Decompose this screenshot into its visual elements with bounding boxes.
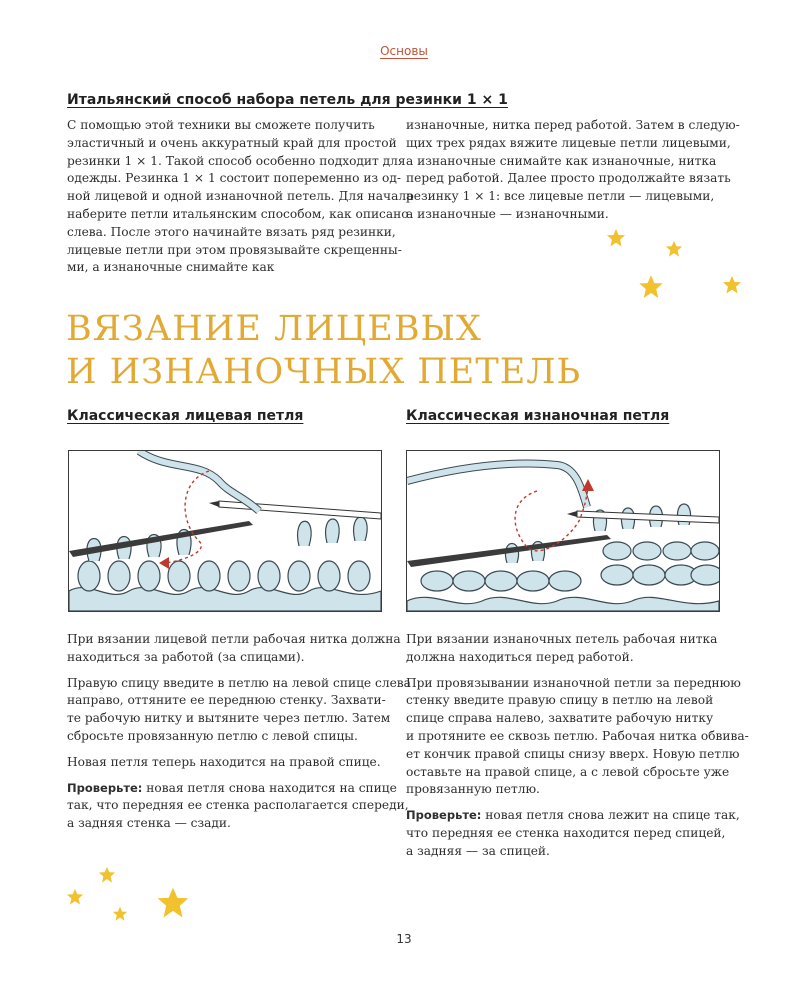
star-icon — [66, 888, 84, 906]
star-icon — [606, 228, 626, 248]
text-line: Новая петля теперь находится на правой спице. — [67, 754, 381, 769]
text-line: перед работой. Далее просто продолжайте вязать — [406, 171, 731, 186]
text-line: и протяните ее сквозь петлю. Рабочая нитка обвива- — [406, 728, 749, 743]
text-line: При вязании изнаночных петель рабочая нитка — [406, 632, 718, 646]
section-title-line: И ИЗНАНОЧНЫХ ПЕТЕЛЬ — [66, 352, 582, 392]
check-label: Проверьте: — [406, 808, 482, 823]
text-line: те рабочую нитку и вытяните через петлю. Затем — [67, 711, 391, 726]
purl-stitch-heading: Классическая изнаночная петля — [406, 408, 670, 424]
star-icon — [112, 906, 128, 922]
paragraph — [406, 675, 749, 800]
text-line: провязанную петлю. — [406, 782, 540, 797]
star-icon — [638, 274, 664, 300]
text-line: спице справа налево, захватите рабочую нитку — [406, 711, 714, 726]
text-line: При вязании лицевой петли рабочая нитка должна — [67, 632, 401, 646]
check-text: новая петля снова лежит на спице так, — [481, 808, 740, 823]
section-title-line: ВЯЗАНИЕ ЛИЦЕВЫХ — [66, 309, 482, 349]
text-line: наберите петли итальянским способом, как описано — [67, 206, 409, 221]
text-line: оставьте на правой спице, а с левой сбросьте уже — [406, 764, 730, 779]
text-line: изнаночные, нитка перед работой. Затем в следую- — [406, 118, 740, 132]
text-line: щих трех рядах вяжите лицевые петли лицевыми, — [406, 135, 731, 150]
section-title — [66, 308, 581, 394]
text-line: эластичный и очень аккуратный край для простой — [67, 135, 397, 150]
italian-cast-on-heading: Итальянский способ набора петель для резинки 1 × 1 — [67, 92, 508, 108]
check-text: новая петля снова находится на спице — [142, 780, 397, 795]
star-icon — [665, 240, 683, 258]
knit-instructions — [67, 631, 411, 841]
text-line: а изнаночные — изнаночными. — [406, 206, 609, 221]
text-line: находиться за работой (за спицами). — [67, 649, 305, 664]
text-line: что передняя ее стенка находится перед спицей, — [406, 825, 726, 840]
paragraph — [67, 675, 411, 746]
text-line: ми, а изнаночные снимайте как — [67, 260, 275, 275]
check-paragraph — [406, 807, 740, 860]
text-line: направо, оттяните ее переднюю стенку. Захвати- — [67, 693, 386, 708]
check-label: Проверьте: — [67, 780, 143, 795]
paragraph — [67, 631, 401, 667]
purl-diagram — [407, 451, 719, 611]
text-line: а задняя — за спицей. — [406, 843, 550, 858]
check-paragraph — [67, 780, 409, 833]
text-line: а задняя стенка — сзади. — [67, 816, 231, 831]
text-line: ет кончик правой спицы снизу вверх. Новую петлю — [406, 746, 740, 761]
text-line: резинку 1 × 1: все лицевые петли — лицевыми, — [406, 189, 715, 204]
italian-text-col1 — [67, 117, 414, 277]
text-line: а изнаночные снимайте как изнаночные, нитка — [406, 153, 717, 168]
running-head: Основы — [380, 44, 428, 58]
text-line: сбросьте провязанную петлю с левой спицы. — [67, 728, 358, 743]
knit-diagram — [69, 451, 381, 611]
text-line — [67, 780, 397, 798]
text-line: стенку введите правую спицу в петлю на левой — [406, 693, 714, 708]
text-line — [406, 807, 740, 825]
text-line: ной лицевой и одной изнаночной петель. Для начала — [67, 189, 414, 204]
purl-stitch-illustration — [406, 450, 720, 612]
star-icon — [98, 866, 116, 884]
purl-instructions — [406, 631, 749, 869]
text-line: Правую спицу введите в петлю на левой спице слева — [67, 675, 411, 690]
text-line: слева. После этого начинайте вязать ряд резинки, — [67, 224, 396, 239]
text-line: С помощью этой техники вы сможете получить — [67, 118, 375, 132]
text-line: лицевые петли при этом провязывайте скрещенны- — [67, 242, 402, 257]
italian-text-col2 — [406, 117, 740, 224]
knit-stitch-heading: Классическая лицевая петля — [67, 408, 304, 424]
paragraph — [67, 754, 387, 772]
text-line: При провязывании изнаночной петли за переднюю — [406, 675, 741, 690]
star-icon — [722, 275, 742, 295]
text-line: одежды. Резинка 1 × 1 состоит попеременно из од- — [67, 171, 401, 186]
knit-stitch-illustration — [68, 450, 382, 612]
page-number: 13 — [396, 932, 412, 946]
text-line: должна находиться перед работой. — [406, 649, 634, 664]
text-line: резинки 1 × 1. Такой способ особенно подходит для — [67, 153, 406, 168]
star-icon — [156, 886, 190, 920]
paragraph — [406, 631, 736, 667]
text-line: так, что передняя ее стенка располагается спереди, — [67, 798, 409, 813]
